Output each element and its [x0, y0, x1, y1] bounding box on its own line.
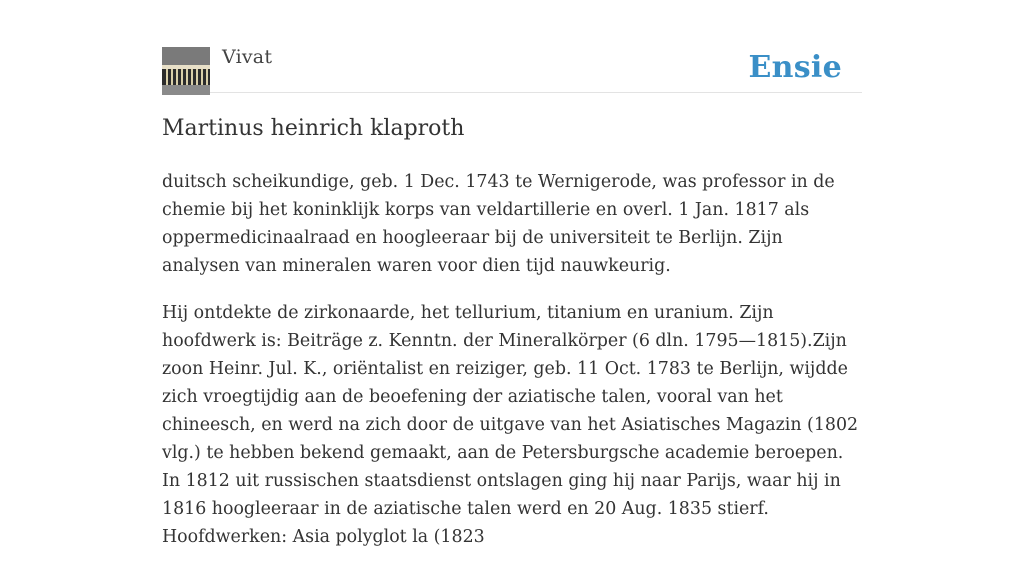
header [162, 0, 862, 93]
article-title: Martinus heinrich klaproth [162, 116, 465, 141]
brand-logo[interactable]: Ensie [748, 50, 842, 85]
source-avatar[interactable] [162, 47, 210, 95]
article-paragraph: duitsch scheikundige, geb. 1 Dec. 1743 te Wernigerode, was professor in de chemie bij het koninklijk korps van veldartillerie en overl. 1 Jan. 1817 als oppermedicinaalraad en hoogleeraar bij de universiteit te Berlijn. Zijn analysen van mineralen waren voor dien tijd nauwkeurig. [162, 172, 835, 276]
book-spines-icon [162, 47, 210, 95]
source-name[interactable]: Vivat [222, 46, 273, 68]
article-body [162, 168, 862, 570]
article-paragraph: Hij ontdekte de zirkonaarde, het tellurium, titanium en uranium. Zijn hoofdwerk is: Beiträge z. Kenntn. der Mineralkörper (6 dln. 1795—1815).Zijn zoon Heinr. Jul. K., oriëntalist en reiziger, geb. 11 Oct. 1783 te Berlijn, wijdde zich vroegtijdig aan de beoefening der aziatische talen, vooral van het chineesch, en werd na zich door de uitgave van het Asiatisches Magazin (1802 vlg.) te hebben bekend gemaakt, aan de Petersburgsche academie beroepen. In 1812 uit russischen staatsdienst ontslagen ging hij naar Parijs, waar hij in 1816 hoogleeraar in de aziatische talen werd en 20 Aug. 1835 stierf. Hoofdwerken: Asia polyglot la (1823 [162, 303, 859, 547]
article-page [162, 0, 862, 547]
